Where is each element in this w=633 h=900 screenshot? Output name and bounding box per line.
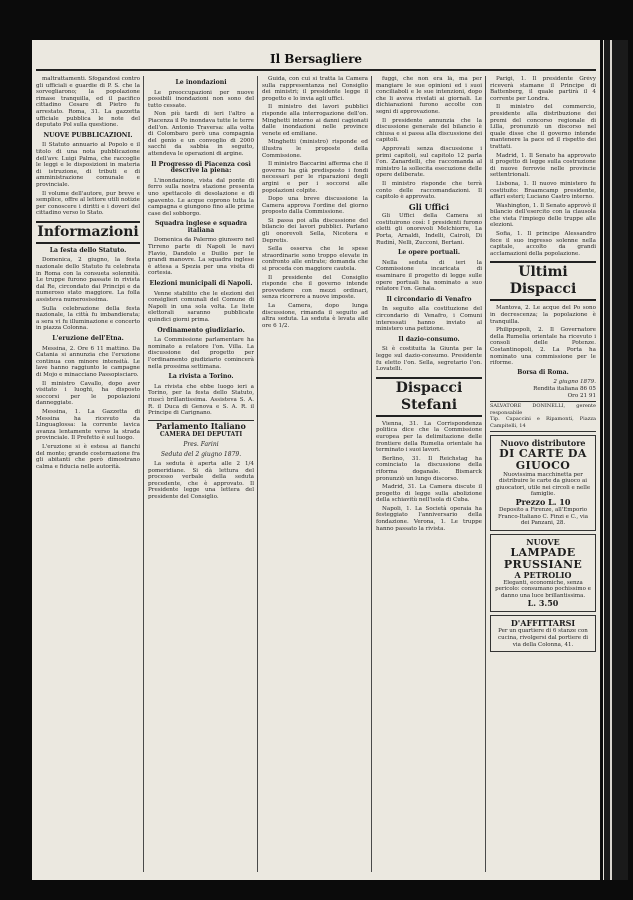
- col3-paragraph: Il ministro dei lavori pubblici risponde alla interrogazione dell'on. Minghetti intorno ai danni cagionati dalle inondazioni nelle province venete ed emiliane.: [262, 104, 368, 137]
- col5-paragraph: Lisbona, 1. Il nuovo ministero fu costituito: Braamcamp presidente, affari esteri; Luciano Castro interno.: [490, 180, 596, 201]
- ad3-title: D'AFFITTARSI: [510, 618, 576, 629]
- col3-paragraph: Guida, con cui si tratta la Camera sulla rappresentanza nel Consiglio dei ministri; il presidente legge il progetto e lo invia agli uffici.: [262, 76, 368, 102]
- col5-borsa-oro: Oro 21 91: [567, 392, 596, 399]
- col4-opere-heading: Le opere portuali.: [397, 249, 461, 257]
- col1-informazioni-heading: Informazioni: [36, 221, 140, 244]
- col2-paragraph: Non più tardi di ieri l'altro a Piacenza il Po inondava tutte le terre dell'on. Antonio Traversa: alla volta di Colombaro però una compagnia del genio e un convoglio di 2000 sacchi da sabbia in seguito, attendeva le operazioni di argine.: [148, 111, 254, 157]
- col1-news-heading: NUOVE PUBBLICAZIONI.: [43, 131, 133, 139]
- col4-venafro-heading: Il circondario di Venafro: [386, 295, 472, 303]
- ad3-text: Per un quartiere di 6 stanze con cucina, rivolgersi dal portiere di via della Colonna, 41.: [498, 628, 588, 648]
- col1-paragraph: Il ministro Cavallo, dopo aver visitato i luoghi, ha disposto soccorsi per le popolazioni danneggiate.: [36, 380, 140, 407]
- column-1: [36, 76, 140, 872]
- col2-parlamento-heading: Parlamento Italiano: [148, 420, 254, 430]
- col5-printer: Tip. Capaccini e Ripamonti, Piazza Campitelli, 14: [490, 416, 596, 431]
- column-3: [262, 76, 368, 872]
- column-divider: [371, 76, 372, 872]
- col4-paragraph: Si è costituita la Giunta per la legge sul dazio-consumo. Presidente fu eletto l'on. Sella, segretario l'on. Lovatelli.: [376, 346, 482, 373]
- col5-paragraph: Sofia, 1. Il principe Alessandro fece il suo ingresso solenne nella capitale, accolto da grandi acclamazioni della popolazione.: [490, 231, 596, 257]
- col2-camera-heading: CAMERA DEI DEPUTATI: [159, 431, 243, 439]
- col3-paragraph: Sella osserva che le spese straordinarie sono troppo elevate in confronto alle entrate; domanda che si proceda con maggiore cautela.: [262, 246, 368, 273]
- col3-paragraph: Dopo una breve discussione la Camera approva l'ordine del giorno proposto dalla Commissione.: [262, 196, 368, 216]
- col1-paragraph: Il Statuto annuario al Popolo e il titolo di una nota pubblicazione dell'avv. Luigi Palma, che raccoglie le leggi e le disposizioni in materia di istruzione, di tributi e di amministrazione comunale e provinciale.: [36, 142, 140, 188]
- col2-paragraph: Venne stabilito che le elezioni dei consiglieri comunali del Comune di Napoli in una sola volta. Le liste elettorali saranno pubblicate quindici giorni prima.: [148, 290, 254, 323]
- col4-paragraph: fuggì, che non era là, ma per mangiare le sue opinioni ed i suoi conciliaboli e le sue intenzioni, dopo che li aveva rivelati ai giornali. Le dichiarazioni furono accolte con segni di approvazione.: [376, 76, 482, 115]
- ad2-title-line2: LAMPADE PRUSSIANE: [503, 545, 583, 571]
- col4-paragraph: Napoli, 1. La Società operaia ha festeggiato l'anniversario della fondazione. Verona, 1. Le truppe hanno passato la rivista.: [376, 505, 482, 532]
- ad1-price: Prezzo L. 10: [515, 496, 571, 507]
- col2-paragraph: La Commissione parlamentare ha nominato a relatore l'on. Villa. La discussione del progetto per l'ordinamento giudiziario comincerà nella prossima settimana.: [148, 337, 254, 370]
- col2-progresso-heading: Il Progresso di Piacenza così descrive la piena:: [151, 160, 251, 175]
- col2-inondazioni-heading: Le inondazioni: [175, 79, 227, 86]
- col5-borsa-date: 2 giugno 1879.: [553, 379, 596, 386]
- column-2: [148, 76, 254, 872]
- col4-paragraph: Madrid, 31. La Camera discute il progetto di legge sulla abolizione della schiavitù nell'isola di Cuba.: [376, 484, 482, 504]
- col1-paragraph: Messina, 1. La Gazzetta di Messina ha ricevuto da Linguaglossa: la corrente lavica avanza lentamente verso la strada provinciale. Il Prefetto è sul luogo.: [36, 408, 140, 442]
- col5-paragraph: Philippopoli, 2. Il Governatore della Rumelia orientale ha ricevuto i consoli delle Potenze. Costantinopoli, 2. La Porta ha nominato una commissione per le riforme.: [490, 327, 596, 367]
- col1-paragraph: maltrattamenti. Sfogandosi contro gli ufficiali e guardie di P. S. che la sorvegliarono; la popolazione rimase tranquilla, ed il pacifico cittadino Cesare di Pietro fu arrestato. Roma, 31. La gazzetta ufficiale pubblica le note del deputato Pol sulla questione.: [36, 76, 140, 129]
- col2-paragraph: La seduta è aperta alle 2 1/4 pomeridiane. Si dà lettura del processo verbale della seduta precedente, che è approvato. Il Presidente legge una lettera del presidente del Consiglio.: [148, 461, 254, 501]
- ad1-title-line1: Nuovo distributore: [500, 437, 586, 448]
- col3-paragraph: Minghetti (ministro) risponde ed illustra le proposte della Commissione.: [262, 139, 368, 159]
- col1-paragraph: Domenica, 2 giugno, la festa nazionale dello Statuto fu celebrata in Roma con la consueta solennità. Le truppe furono passate in rivista dal Re, circondato dai Principi e da numeroso stato maggiore. La folla assisteva numerosissima.: [36, 257, 140, 304]
- ad1-address: Deposito a Firenze, all'Emporio Franco-Italiano C. Finzi e C., via dei Panzani, 28.: [497, 506, 588, 527]
- col2-paragraph: La rivista che ebbe luogo ieri a Torino, per la festa dello Statuto, riuscì brillantissima. Assisteva S. A. R. il Duca di Genova e S. A. R. il Principe di Carignano.: [148, 383, 254, 417]
- col1-paragraph: Il volume dell'autore, pur breve e semplice, offre al lettore utili notizie per conoscere i diritti e i doveri del cittadino verso lo Stato.: [36, 190, 140, 217]
- col4-paragraph: Nella seduta di ieri la Commissione incaricata di esaminare il progetto di legge sulle opere portuali ha nominato a suo relatore l'on. Genala.: [376, 259, 482, 293]
- ad2-price: L. 3.50: [527, 598, 559, 609]
- col4-paragraph: Il presidente annunzia che la discussione generale del bilancio è chiusa e si passa alla discussione dei capitoli.: [376, 117, 482, 144]
- col5-paragraph: Washington, 1. Il Senato approvò il bilancio dell'esercito con la clausola che vieta l'impiego delle truppe alle elezioni.: [490, 202, 596, 229]
- ad1-text: Nuovissima macchinetta per distribuire le carte da giuoco ai giuocatori, utile nei circoli e nelle famiglie.: [495, 471, 591, 498]
- col5-paragraph: Parigi, 1. Il presidente Grévy riceverà stamane il Principe di Battenberg, il quale partirà il 4 corrente per Londra.: [490, 76, 596, 102]
- ad2-title-line1: NUOVE: [526, 536, 560, 547]
- advert-lamps: [490, 534, 596, 613]
- col2-paragraph: L'inondazione, vista dal ponte di ferro sulla nostra stazione presenta uno spettacolo di desolazione e di spavento. Le acque coprono tutta la campagna e giungono fino alle prime case del sobborgo.: [148, 177, 254, 217]
- col3-paragraph: Il ministro Baccarini afferma che il governo ha già predisposto i fondi necessari per le riparazioni degli argini e per i soccorsi alle popolazioni colpite.: [262, 161, 368, 194]
- newspaper-page: [32, 40, 600, 880]
- col3-paragraph: Il presidente del Consiglio risponde che il governo intende provvedere con mezzi ordinari, senza ricorrere a nuove imposte.: [262, 274, 368, 301]
- ad1-title-line2: DI CARTE DA GIUOCO: [499, 446, 587, 472]
- col1-festa-heading: La festa dello Statuto.: [49, 246, 127, 254]
- col3-paragraph: La Camera, dopo lunga discussione, rimanda il seguito ad altra seduta. La seduta è levata alle ore 6 1/2.: [262, 303, 368, 329]
- masthead-title: Il Bersagliere: [269, 52, 363, 66]
- col2-squadra-heading: Squadra inglese e squadra italiana: [154, 220, 248, 234]
- col4-paragraph: Approvati senza discussione i primi capitoli, sul capitolo 12 parla l'on. Zanardelli, che raccomanda al ministro la sollecita esecuzione delle opere deliberate.: [376, 145, 482, 179]
- col1-paragraph: L'eruzione si è estesa ai fianchi del monte; grande costernazione fra gli abitanti che però dimostrano calma e fiducia nelle autorità.: [36, 443, 140, 470]
- col2-ordinamento-heading: Ordinamento giudiziario.: [157, 326, 245, 334]
- binding-line: [610, 40, 612, 880]
- col2-president: Pres. Farini: [183, 440, 219, 448]
- col2-session-date: Seduta del 2 giugno 1879.: [160, 450, 242, 458]
- advert-playing-cards: [490, 435, 596, 531]
- col5-editor: SALVATORE DONINELLI, gerente responsabile: [490, 403, 596, 416]
- col2-rivista-heading: La rivista a Torino.: [168, 373, 234, 381]
- col4-paragraph: In seguito alla costituzione del circondario di Venafro, i Comuni interessati hanno inviato al ministero una petizione.: [376, 306, 482, 333]
- col4-paragraph: Il ministro risponde che terrà conto delle raccomandazioni. Il capitolo è approvato.: [376, 180, 482, 201]
- col1-paragraph: Sulla celebrazione della festa nazionale, la città fu imbandierata; a sera vi fu illuminazione e concerto in piazza Colonna.: [36, 305, 140, 332]
- col2-paragraph: Domenica da Palermo giunsero nel Tirreno parte di Napoli le navi Flavio, Dandolo e Duilio per le grandi manovre. La squadra inglese è attesa a Spezia per una visita di cortesia.: [148, 237, 254, 277]
- col4-uffici-heading: Gli Uffici: [408, 201, 450, 212]
- col4-paragraph: Berlino, 31. Il Reichstag ha cominciato la discussione della riforma doganale. Bismarck pronunziò un lungo discorso.: [376, 455, 482, 482]
- col1-eruzione-heading: L'eruzione dell'Etna.: [52, 335, 124, 342]
- column-divider: [257, 76, 258, 872]
- col4-paragraph: Gli Uffici della Camera si costituirono così: I presidenti furono eletti gli onorevoli Melchiorre, La Porta, Arnaldi, Indelli, Cairoli, Di Rudinì, Nelli, Zucconi, Bertani.: [376, 213, 482, 246]
- page-binding-edge: [603, 40, 628, 880]
- column-divider: [485, 76, 486, 872]
- column-5: [490, 76, 596, 872]
- col5-paragraph: Madrid, 1. Il Senato ha approvato il progetto di legge sulla costruzione di nuove ferrovie nelle provincie settentrionali.: [490, 152, 596, 179]
- ad2-title-line3: A PETROLIO: [514, 569, 572, 580]
- col2-paragraph: Le preoccupazioni per nuove possibili inondazioni non sono del tutto cessate.: [148, 89, 254, 109]
- masthead: [32, 52, 600, 70]
- col3-paragraph: Si passa poi alla discussione del bilancio dei lavori pubblici. Parlano gli onorevoli Sella, Nicotera e Depretis.: [262, 217, 368, 244]
- col5-paragraph: Il ministro del commercio, presidente alla distribuzione dei premi del concorso regionale di Lilla, pronunziò un discorso nel quale disse che il governo intende mantenere la pace ed il rispetto dei trattati.: [490, 104, 596, 150]
- col5-paragraph: Mantova, 2. Le acque del Po sono in decrescenza; la popolazione è tranquilla.: [490, 305, 596, 325]
- column-divider: [143, 76, 144, 872]
- col4-dazio-heading: Il dazio-consumo.: [398, 335, 460, 343]
- col1-paragraph: Messina, 2. Ore 6 11 mattino. Da Catania si annunzia che l'eruzione continua con minore intensità. Le lave hanno raggiunto le campagne di Mojo e minacciano Passopisciaro.: [36, 345, 140, 378]
- col5-borsa-rendita: Rendita italiana 86 05: [533, 385, 596, 392]
- col2-elezioni-heading: Elezioni municipali di Napoli.: [149, 280, 253, 288]
- advert-rent: [490, 615, 596, 652]
- masthead-rule: [36, 69, 596, 71]
- column-4: [376, 76, 482, 872]
- ad2-text: Eleganti, economiche, senza pericolo: consumano pochissimo e danno una luce brillantissima.: [495, 579, 591, 599]
- col5-borsa-heading: Borsa di Roma.: [517, 368, 569, 376]
- col4-paragraph: Vienna, 31. La Corrispondenza politica dice che la Commissione europea per la delimitazione delle frontiere della Rumelia orientale ha terminato i suoi lavori.: [376, 420, 482, 454]
- col5-ultimi-heading: Ultimi Dispacci: [490, 261, 596, 301]
- col4-dispacci-heading: Dispacci Stefani: [376, 377, 482, 417]
